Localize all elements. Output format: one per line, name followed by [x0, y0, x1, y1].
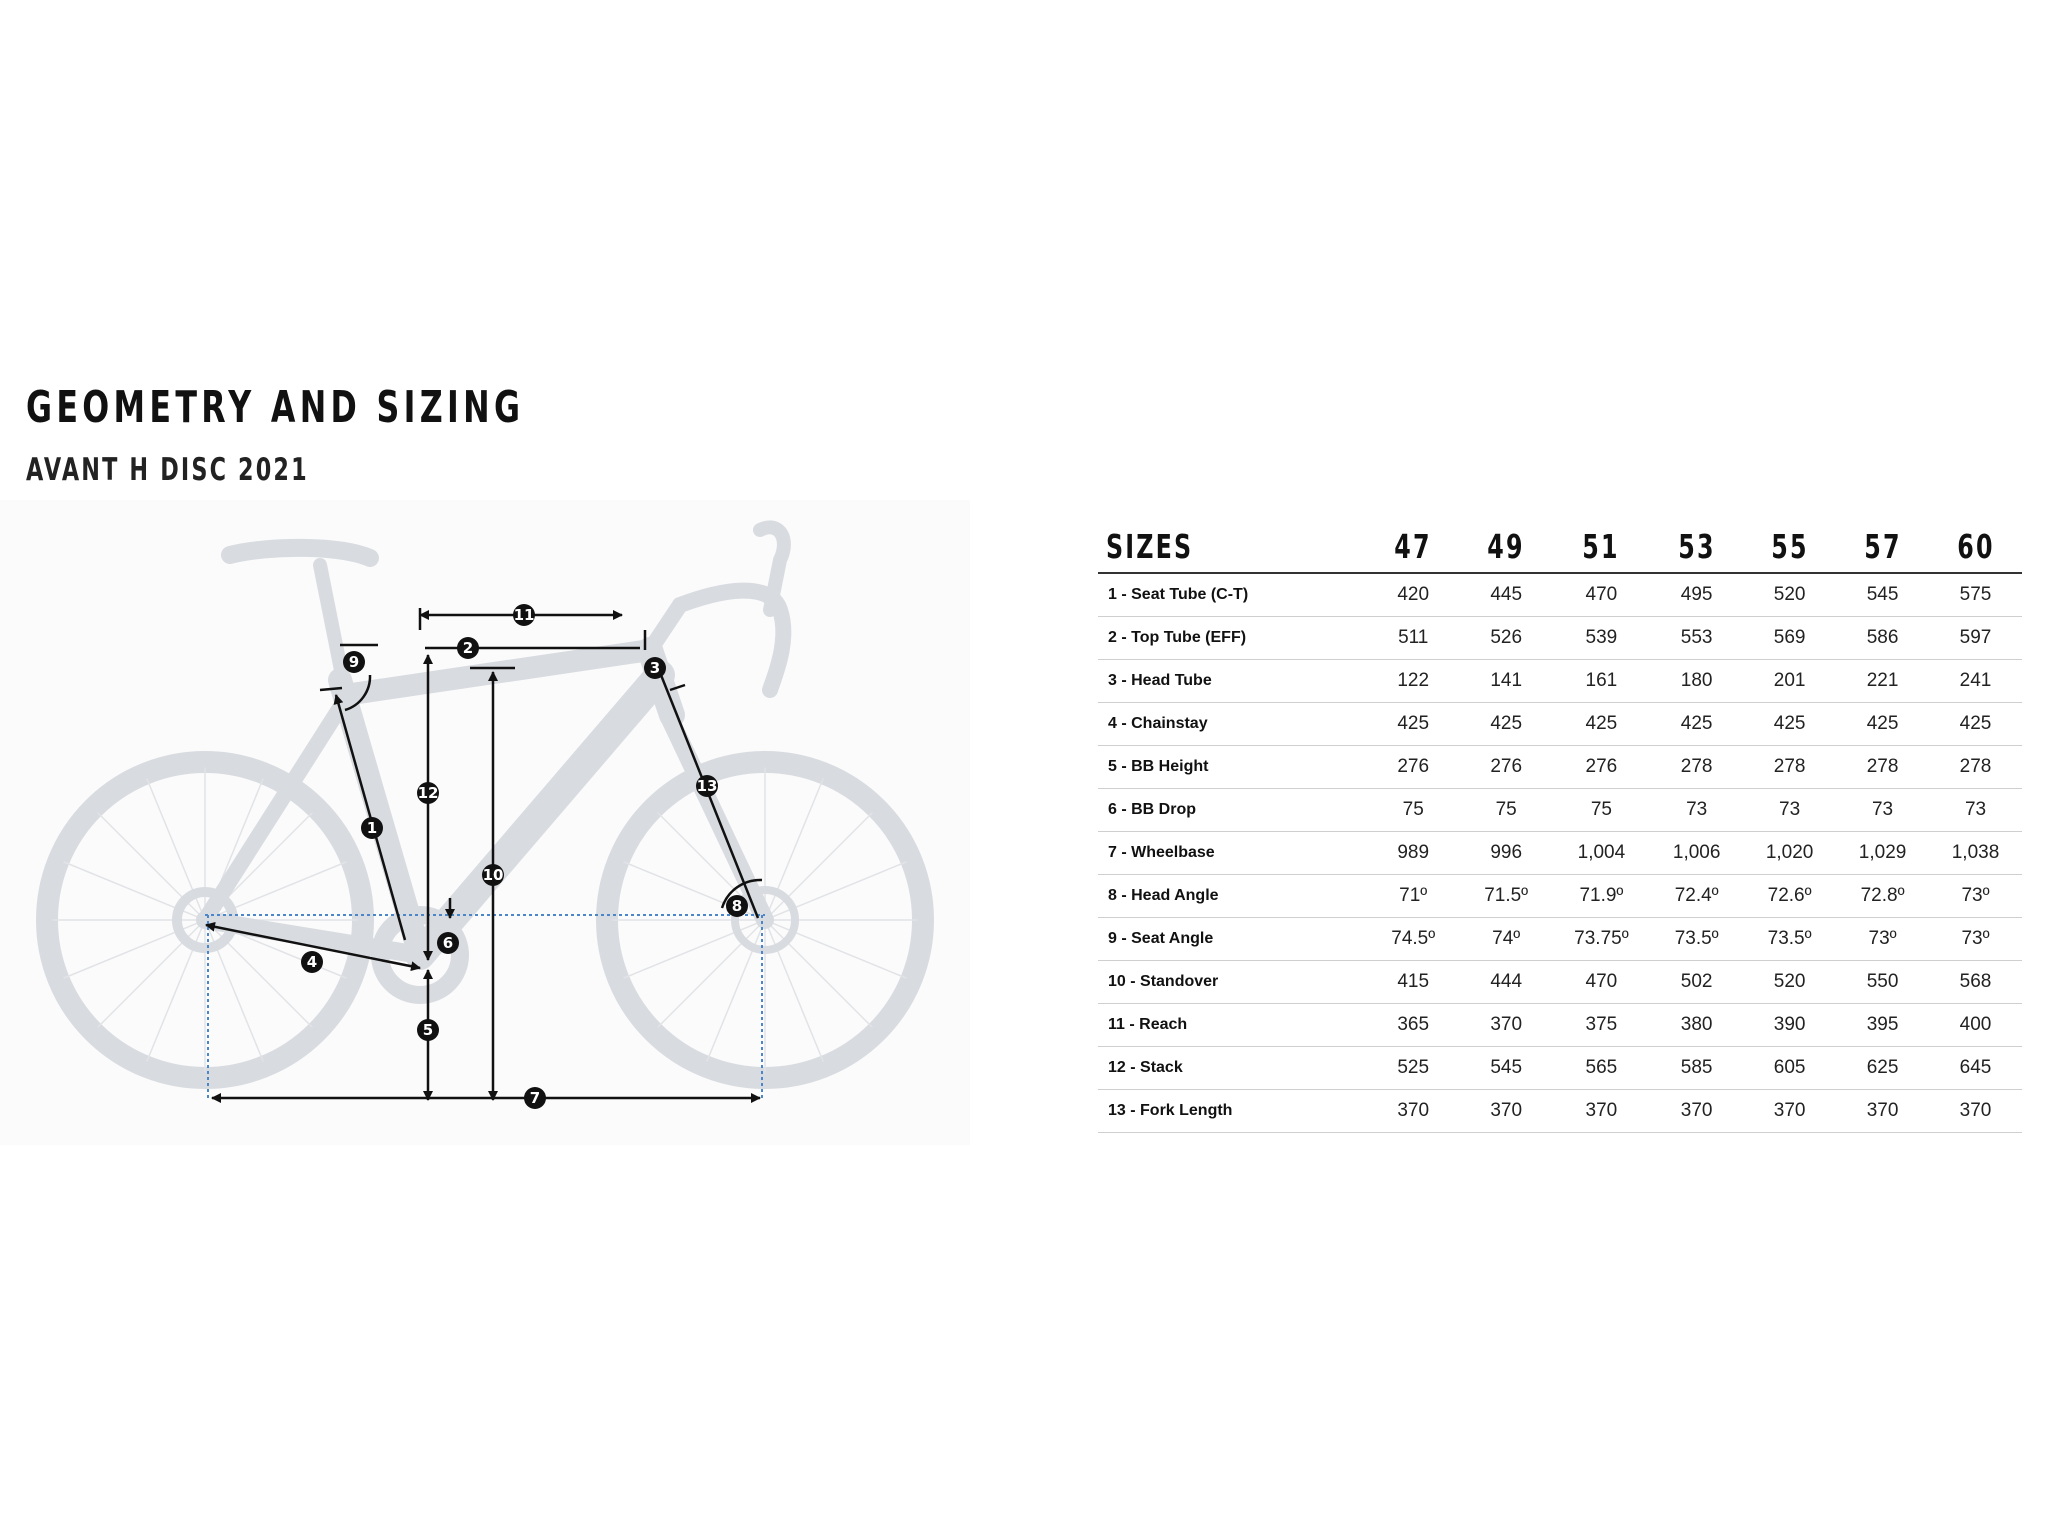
table-cell: 72.6º	[1743, 875, 1836, 918]
table-cell: 161	[1553, 660, 1651, 703]
table-cell: 180	[1650, 660, 1743, 703]
page-title: GEOMETRY AND SIZING	[26, 382, 525, 433]
table-row	[1098, 789, 2022, 832]
table-cell: 278	[1929, 746, 2022, 789]
table-cell: 565	[1553, 1047, 1651, 1090]
table-cell: 568	[1929, 961, 2022, 1004]
table-cell: 625	[1836, 1047, 1929, 1090]
table-row	[1098, 1090, 2022, 1133]
table-cell: 74.5º	[1367, 918, 1460, 961]
table-cell: 278	[1650, 746, 1743, 789]
table-cell: 569	[1743, 617, 1836, 660]
table-cell: 73.5º	[1743, 918, 1836, 961]
size-header: 51	[1553, 520, 1651, 573]
svg-text:11: 11	[513, 606, 535, 624]
table-cell: 605	[1743, 1047, 1836, 1090]
svg-text:8: 8	[731, 897, 743, 915]
table-cell: 71.9º	[1553, 875, 1651, 918]
table-cell: 585	[1650, 1047, 1743, 1090]
sizes-column-header: SIZES	[1098, 520, 1367, 573]
table-cell: 141	[1460, 660, 1553, 703]
row-label: 1 - Seat Tube (C-T)	[1098, 573, 1367, 617]
table-cell: 75	[1460, 789, 1553, 832]
row-label: 2 - Top Tube (EFF)	[1098, 617, 1367, 660]
table-cell: 73	[1743, 789, 1836, 832]
table-cell: 425	[1836, 703, 1929, 746]
table-cell: 72.8º	[1836, 875, 1929, 918]
table-cell: 73.5º	[1650, 918, 1743, 961]
table-row	[1098, 918, 2022, 961]
table-cell: 425	[1553, 703, 1651, 746]
table-cell: 597	[1929, 617, 2022, 660]
table-body	[1098, 573, 2022, 1133]
table-cell: 470	[1553, 961, 1651, 1004]
table-cell: 1,029	[1836, 832, 1929, 875]
row-label: 7 - Wheelbase	[1098, 832, 1367, 875]
table-cell: 445	[1460, 573, 1553, 617]
table-cell: 370	[1836, 1090, 1929, 1133]
row-label: 12 - Stack	[1098, 1047, 1367, 1090]
table-cell: 520	[1743, 961, 1836, 1004]
table-cell: 415	[1367, 961, 1460, 1004]
row-label: 4 - Chainstay	[1098, 703, 1367, 746]
table-cell: 71.5º	[1460, 875, 1553, 918]
table-cell: 276	[1367, 746, 1460, 789]
row-label: 11 - Reach	[1098, 1004, 1367, 1047]
table-cell: 395	[1836, 1004, 1929, 1047]
table-row	[1098, 1047, 2022, 1090]
table-cell: 525	[1367, 1047, 1460, 1090]
row-label: 5 - BB Height	[1098, 746, 1367, 789]
table-cell: 553	[1650, 617, 1743, 660]
table-cell: 502	[1650, 961, 1743, 1004]
row-label: 8 - Head Angle	[1098, 875, 1367, 918]
table-cell: 370	[1460, 1090, 1553, 1133]
svg-text:4: 4	[306, 953, 318, 971]
marker-5-icon	[417, 1019, 439, 1041]
table-cell: 495	[1650, 573, 1743, 617]
table-cell: 996	[1460, 832, 1553, 875]
table-cell: 71º	[1367, 875, 1460, 918]
table-row	[1098, 746, 2022, 789]
marker-3-icon	[644, 657, 666, 679]
table-cell: 1,020	[1743, 832, 1836, 875]
marker-6-icon	[437, 932, 459, 954]
table-cell: 586	[1836, 617, 1929, 660]
size-header: 47	[1367, 520, 1460, 573]
row-label: 13 - Fork Length	[1098, 1090, 1367, 1133]
table-cell: 278	[1836, 746, 1929, 789]
bike-silhouette	[47, 527, 923, 1078]
table-cell: 73º	[1836, 918, 1929, 961]
table-cell: 73.75º	[1553, 918, 1651, 961]
table-cell: 370	[1650, 1090, 1743, 1133]
table-cell: 520	[1743, 573, 1836, 617]
svg-text:3: 3	[649, 659, 661, 677]
table-cell: 370	[1929, 1090, 2022, 1133]
svg-text:13: 13	[696, 777, 718, 795]
size-header: 57	[1836, 520, 1929, 573]
table-row	[1098, 832, 2022, 875]
table-cell: 470	[1553, 573, 1651, 617]
table-cell: 425	[1367, 703, 1460, 746]
svg-text:6: 6	[442, 934, 454, 952]
table-row	[1098, 660, 2022, 703]
table-cell: 425	[1743, 703, 1836, 746]
table-cell: 75	[1553, 789, 1651, 832]
table-cell: 365	[1367, 1004, 1460, 1047]
table-cell: 444	[1460, 961, 1553, 1004]
table-cell: 370	[1743, 1090, 1836, 1133]
table-cell: 201	[1743, 660, 1836, 703]
table-cell: 370	[1553, 1090, 1651, 1133]
table-cell: 122	[1367, 660, 1460, 703]
marker-13-icon	[696, 775, 718, 797]
size-header: 60	[1929, 520, 2022, 573]
size-header: 55	[1743, 520, 1836, 573]
table-row	[1098, 703, 2022, 746]
size-header: 53	[1650, 520, 1743, 573]
table-cell: 511	[1367, 617, 1460, 660]
marker-4-icon	[301, 951, 323, 973]
table-cell: 989	[1367, 832, 1460, 875]
table-cell: 278	[1743, 746, 1836, 789]
table-row	[1098, 961, 2022, 1004]
marker-12-icon	[417, 782, 439, 804]
table-cell: 276	[1460, 746, 1553, 789]
bike-illustration	[0, 500, 970, 1145]
table-cell: 73º	[1929, 875, 2022, 918]
table-cell: 370	[1367, 1090, 1460, 1133]
table-cell: 545	[1460, 1047, 1553, 1090]
table-row	[1098, 617, 2022, 660]
marker-2-icon	[457, 637, 479, 659]
table-row	[1098, 573, 2022, 617]
table-cell: 276	[1553, 746, 1651, 789]
table-cell: 241	[1929, 660, 2022, 703]
table-header-row	[1098, 520, 2022, 573]
table-cell: 545	[1836, 573, 1929, 617]
row-label: 10 - Standover	[1098, 961, 1367, 1004]
table-cell: 72.4º	[1650, 875, 1743, 918]
svg-text:1: 1	[366, 819, 378, 837]
table-cell: 73	[1836, 789, 1929, 832]
marker-9-icon	[343, 651, 365, 673]
table-row	[1098, 875, 2022, 918]
table-cell: 221	[1836, 660, 1929, 703]
table-cell: 380	[1650, 1004, 1743, 1047]
table-cell: 390	[1743, 1004, 1836, 1047]
table-cell: 73º	[1929, 918, 2022, 961]
svg-text:12: 12	[417, 784, 439, 802]
table-cell: 1,006	[1650, 832, 1743, 875]
size-header: 49	[1460, 520, 1553, 573]
svg-text:10: 10	[482, 866, 504, 884]
svg-text:5: 5	[422, 1021, 434, 1039]
table-cell: 425	[1650, 703, 1743, 746]
table-cell: 645	[1929, 1047, 2022, 1090]
geometry-table	[1098, 520, 2022, 1133]
marker-1-icon	[361, 817, 383, 839]
table-cell: 526	[1460, 617, 1553, 660]
table-cell: 1,038	[1929, 832, 2022, 875]
table-row	[1098, 1004, 2022, 1047]
marker-7-icon	[524, 1087, 546, 1109]
svg-text:9: 9	[348, 653, 360, 671]
table-cell: 375	[1553, 1004, 1651, 1047]
row-label: 9 - Seat Angle	[1098, 918, 1367, 961]
table-cell: 1,004	[1553, 832, 1651, 875]
marker-10-icon	[482, 864, 504, 886]
bike-geometry-diagram	[0, 500, 970, 1145]
table-cell: 425	[1460, 703, 1553, 746]
marker-11-icon	[513, 604, 535, 626]
row-label: 3 - Head Tube	[1098, 660, 1367, 703]
row-label: 6 - BB Drop	[1098, 789, 1367, 832]
svg-text:7: 7	[529, 1089, 541, 1107]
table-cell: 73	[1650, 789, 1743, 832]
table-cell: 550	[1836, 961, 1929, 1004]
table-cell: 425	[1929, 703, 2022, 746]
table-cell: 539	[1553, 617, 1651, 660]
table-cell: 370	[1460, 1004, 1553, 1047]
marker-8-icon	[726, 895, 748, 917]
marker-badges	[301, 604, 748, 1109]
svg-text:2: 2	[462, 639, 474, 657]
table-cell: 420	[1367, 573, 1460, 617]
table-cell: 400	[1929, 1004, 2022, 1047]
table-cell: 73	[1929, 789, 2022, 832]
table-cell: 575	[1929, 573, 2022, 617]
model-subtitle: AVANT H DISC 2021	[26, 452, 309, 488]
table-cell: 74º	[1460, 918, 1553, 961]
table-cell: 75	[1367, 789, 1460, 832]
